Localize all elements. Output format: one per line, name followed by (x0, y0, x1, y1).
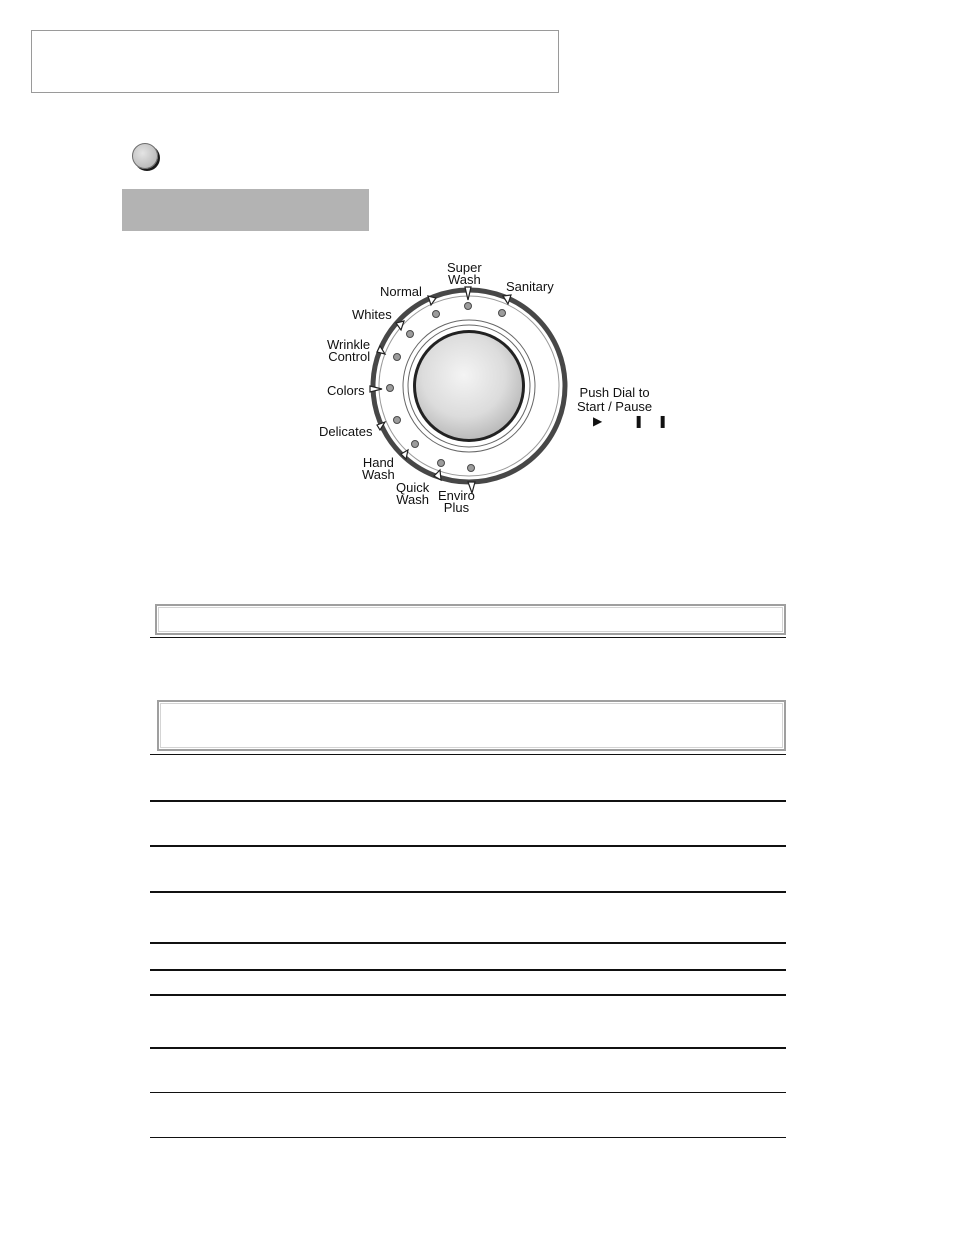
cycle-led-hand-wash (412, 441, 419, 448)
cycle-led-colors (387, 385, 394, 392)
cycle-label-wrinkle-control[interactable]: Wrinkle Control (327, 337, 371, 364)
divider-1 (150, 637, 786, 638)
cycle-label-delicates[interactable]: Delicates (319, 424, 373, 439)
section-title-bar (122, 189, 369, 231)
cycle-led-super-wash (465, 303, 472, 310)
cycle-selector-dial[interactable] (300, 255, 680, 520)
cycle-led-wrinkle-control (394, 354, 401, 361)
cycle-led-normal (433, 311, 440, 318)
divider-7 (150, 969, 786, 971)
table-header-box (155, 604, 786, 635)
section-bullet-icon (132, 143, 158, 169)
header-box (31, 30, 559, 93)
divider-8 (150, 994, 786, 996)
cycle-led-delicates (394, 417, 401, 424)
cycle-label-hand-wash[interactable]: Hand Wash (362, 455, 395, 482)
cycle-label-quick-wash[interactable]: Quick Wash (396, 480, 430, 507)
divider-4 (150, 845, 786, 847)
cycle-led-enviro-plus (468, 465, 475, 472)
cycle-label-colors[interactable]: Colors (327, 383, 365, 398)
cycle-led-quick-wash (438, 460, 445, 467)
divider-11 (150, 1137, 786, 1138)
cycle-led-whites (407, 331, 414, 338)
push-dial-hint: Push Dial to Start / Pause (577, 385, 653, 414)
cycle-label-enviro-plus[interactable]: Enviro Plus (438, 488, 475, 515)
cycle-label-whites[interactable]: Whites (352, 307, 392, 322)
cycle-led-sanitary (499, 310, 506, 317)
cycle-label-sanitary[interactable]: Sanitary (506, 279, 554, 294)
divider-10 (150, 1092, 786, 1093)
divider-3 (150, 800, 786, 802)
cycle-label-super-wash[interactable]: Super Wash (447, 260, 482, 287)
knob-face (416, 333, 522, 439)
divider-6 (150, 942, 786, 944)
cycle-label-normal[interactable]: Normal (380, 284, 422, 299)
start-pause-icons: ▶ ❚❚ (593, 414, 682, 428)
divider-9 (150, 1047, 786, 1049)
divider-2 (150, 754, 786, 755)
table-subheader-box (157, 700, 786, 751)
divider-5 (150, 891, 786, 893)
